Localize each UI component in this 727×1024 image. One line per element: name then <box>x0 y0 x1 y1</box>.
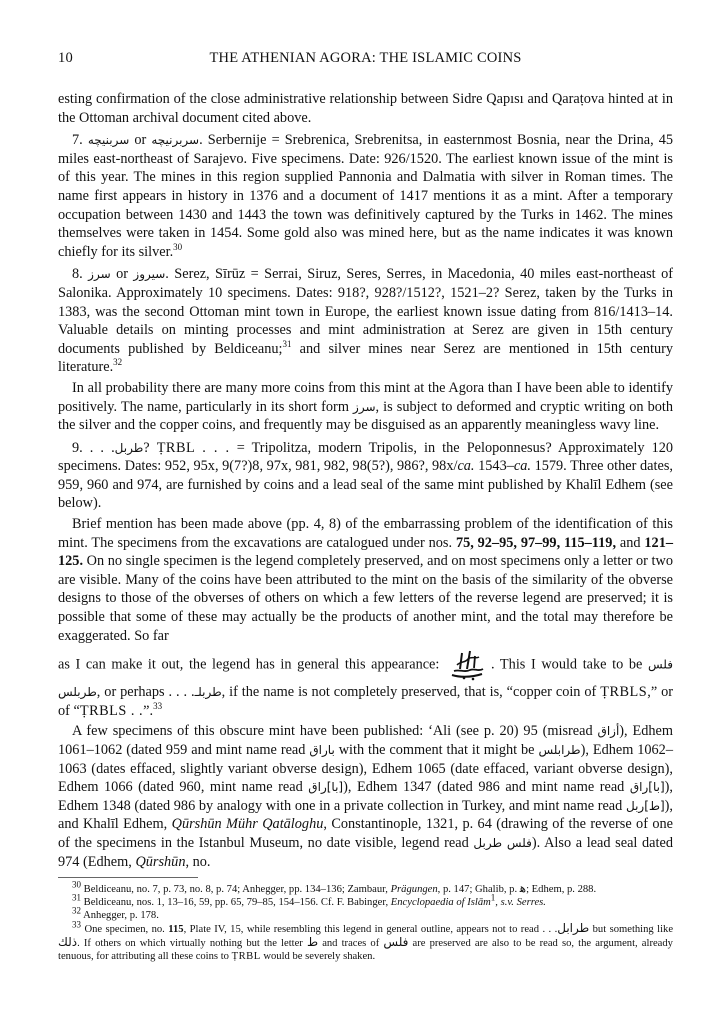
text-run: 1543– <box>474 458 514 475</box>
running-header <box>58 50 673 72</box>
body-text <box>58 90 673 871</box>
text-run: , no. <box>185 853 211 870</box>
legend-calligraphy-drawing <box>448 647 488 683</box>
text-run: , or perhaps . . . . <box>96 684 195 701</box>
text-run: 33 <box>72 919 81 930</box>
text-run: are preserved are also to be read so, the argument, already tenuous, for attributing all these coins to <box>58 938 673 963</box>
text-run: Qūrshūn <box>135 853 186 870</box>
text-run: On no single specimen is the legend completely preserved, and on most specimens only a letter or two are visible. Many of the coins have been attributed to the mint on the basis of the similarity of the obverse designs to those of the obverses of others on which a few letters of the reverse legend are preserved; it is possible that some of these may actually be the products of another mint, and the total may therefore be exaggerated. So far <box>58 553 673 644</box>
text-run: ﻫ <box>519 881 527 896</box>
footnote-ref-33: 33 <box>153 701 163 712</box>
text-run: s.v. Serres. <box>500 897 546 909</box>
text-run: ), Edhem 1348 (dated 986 by analogy with one in a private collection in Turkey, and mint name read <box>58 779 674 814</box>
text-run: ), and Khalīl Edhem, <box>58 797 674 833</box>
text-run: ذلك <box>58 935 78 950</box>
text-run: . If others on which virtually nothing but the letter <box>77 938 303 950</box>
arabic-mint-name: سيروز <box>133 267 166 282</box>
text-run: as I can make it out, the legend has in general this appearance: <box>58 656 440 673</box>
footnote-31 <box>58 892 673 909</box>
arabic-mint-name: سرز <box>88 267 111 282</box>
text-run: ṬRBLS . . <box>79 702 144 719</box>
page <box>58 50 673 963</box>
text-run: One specimen, no. <box>84 924 165 936</box>
text-run: Qūrshūn Mühr Qatāloghu <box>171 816 324 833</box>
text-run: Prägungen <box>390 884 438 896</box>
text-run: 9. . . . <box>72 439 115 456</box>
arabic-legend: فلس طربلس <box>58 657 673 700</box>
text-run: 30 <box>72 879 81 890</box>
footnote-33 <box>58 919 674 963</box>
text-run: ; Edhem, p. 288. <box>526 884 597 896</box>
text-run: ط <box>306 935 319 950</box>
text-run: Brief mention has been made above (pp. 4, 8) of the embarrassing problem of the identification of this mint. The specimens from the excavations are catalogued under nos. <box>58 516 673 551</box>
arabic-mint-name: سربرنيچه <box>151 133 200 148</box>
arabic-mint-name: سرز <box>353 399 376 414</box>
text-run: Beldiceanu, no. 7, p. 73, no. 8, p. 74; Anhegger, pp. 134–136; Zambaur, <box>83 884 388 896</box>
text-run: ), Edhem 1347 (dated 986 and mint name read <box>343 779 625 796</box>
text-run: ), Edhem 1061–1062 (dated 959 and mint name read <box>58 723 674 758</box>
text-run: , is subject to deformed and cryptic writing on both the silver and the copper coins, and frequently may be disguised as an apparently meaningless wavy line. <box>58 398 674 434</box>
footnote-ref-31: 31 <box>282 338 292 349</box>
paragraph-tripolitza <box>58 439 673 513</box>
text-run: ca. <box>513 458 531 475</box>
text-run: and silver mines near Serez are mentioned in 15th century literature. <box>58 340 674 376</box>
footnote-30 <box>58 879 673 896</box>
text-run: . This I would take to be <box>491 656 643 673</box>
arabic-legend: طربلـ <box>194 685 222 700</box>
text-run: 121–125. <box>58 534 673 570</box>
text-run: 32 <box>72 905 81 916</box>
text-run: , if the name is not completely preserved, that is, “copper coin of <box>221 684 597 701</box>
text-run: and <box>619 534 641 551</box>
text-run: would be severely shaken. <box>263 951 376 963</box>
text-run: ṬRBLS <box>600 684 648 701</box>
text-run: = Tripolitza, modern Tripolis, in the Peloponnesus? Approximately 120 specimens. Dates: 952, 95x, 9(7?)8, 97x, 981, 982, 98(5?), 986?, 98x/ <box>58 439 674 475</box>
footnote-rule <box>58 877 198 878</box>
transliteration: ṬRBL . . . <box>156 439 230 456</box>
text-run: طرابلس <box>538 743 581 757</box>
text-run: but something like <box>592 924 674 936</box>
text-run: In all probability there are many more coins from this mint at the Agora than I have been able to identify positively. The name, particularly in its short form <box>58 379 673 415</box>
text-run: Anhegger, p. 178. <box>83 910 159 922</box>
text-run: , Plate IV, 15, while resembling this legend in general outline, appears not to read . . . <box>183 924 558 936</box>
footnotes <box>58 879 674 963</box>
text-run: طرابل <box>557 921 590 936</box>
paragraph-serez <box>58 265 673 377</box>
text-run: and traces of <box>322 938 380 950</box>
running-title: THE ATHENIAN AGORA: THE ISLAMIC COINS <box>209 50 522 66</box>
text-run: أزاق <box>597 724 620 739</box>
text-run: فلس طربل <box>473 835 532 850</box>
text-run: esting confirmation of the close administrative relationship between Sidre Qapısı and Qaraṭova hinted at in the Ottoman archival document cited above. <box>58 91 673 126</box>
arabic-mint-name: طربل <box>114 440 144 455</box>
text-run: 115 <box>168 924 184 936</box>
text-run: 31 <box>72 892 81 903</box>
text-run: ṬRBL <box>231 951 261 963</box>
text-run: with the comment that it might be <box>338 742 535 758</box>
text-run: , p. 147; Ghalib, p. <box>437 884 518 896</box>
footnote-ref-30: 30 <box>173 241 183 252</box>
text-run: , <box>495 897 498 909</box>
text-run: A few specimens of this obscure mint have been published: ‘Ali (see p. 20) 95 (misread <box>72 723 593 740</box>
paragraph-published-specimens <box>58 722 673 871</box>
paragraph-continuation <box>58 90 673 127</box>
text-run: ), Edhem 1062–1063 (dates effaced, slightly variant obverse design), Edhem 1065 (date effaced, variant obverse design), Edhem 1066 (dated 960, mint name read <box>58 742 673 796</box>
paragraph-legend-appearance <box>58 647 673 720</box>
text-run: or <box>116 266 128 283</box>
text-run: , Constantinople, 1321, p. 64 (drawing of the reverse of one of the specimens in the Istanbul Museum, no date visible, legend read <box>58 816 673 851</box>
text-run: . Serez, Sīrūz = Serrai, Siruz, Seres, Serres, in Macedonia, 40 miles east-northeast of Salonika. Approximately 10 specimens. Dates: 918?, 928?/1512?, 1521–2? Serez, taken by the Turks in 1383, was the second Ottoman mint town in Europe, the earliest known issue dating from 816/1413–14. Valuable details on minting processes and mint administration at Serez are given in 15th century documents published by Beldiceanu; <box>58 266 673 357</box>
text-run: ”. <box>143 702 154 719</box>
text-run: ? <box>143 439 150 456</box>
text-run: باراق <box>309 743 335 757</box>
text-run: Beldiceanu, nos. 1, 13–16, 59, pp. 65, 79–85, 154–156. Cf. F. Babinger, <box>83 897 389 909</box>
text-run: [با]راق <box>308 780 344 795</box>
text-run: 1579. Three other dates, 959, 960 and 974, are furnished by coins and a lead seal of the same mint published by Khalīl Edhem (see below). <box>58 458 673 512</box>
text-run: 75, 92–95, 97–99, 115–119, <box>455 534 617 551</box>
paragraph-identification <box>58 515 673 645</box>
page-number: 10 <box>58 50 73 66</box>
text-run: 7. <box>72 132 83 149</box>
text-run: ca. <box>457 458 475 475</box>
text-run: Encyclopaedia of Islām <box>390 897 491 909</box>
text-run: [ط]ربل <box>625 798 665 813</box>
text-run: فلس <box>383 935 409 950</box>
text-run: [با]راق <box>629 780 665 795</box>
text-run: ). Also a lead seal dated 974 (Edhem, <box>58 834 673 870</box>
paragraph-serez-probability <box>58 379 673 435</box>
footnote-ref-32: 32 <box>113 357 123 368</box>
text-run: . Serbernije = Srebrenica, Srebrenitsa, in easternmost Bosnia, near the Drina, 45 miles east-northeast of Sarajevo. Five specimens. Date: 926/1520. The earliest known issue of the mint is of this year. The mines in this region supplied Pannonia and Dalmatia with silver in Roman times. The name first appears in history in 1376 and a document of 1417 mentions it as a mint. After a temporary occupation between 1430 and 1443 the town was definitively captured by the Turks in 1462. The mines themselves were taken in 1454. Some gold also was mined here, but as the name indicates it was known chiefly for its silver. <box>58 132 674 260</box>
arabic-mint-name: سربنيچه <box>87 133 130 148</box>
text-run: 8. <box>72 266 83 283</box>
text-run: or <box>134 132 147 149</box>
text-run: ,” or of “ <box>58 684 674 719</box>
paragraph-serbernije <box>58 131 673 261</box>
text-run: 1 <box>490 892 496 903</box>
